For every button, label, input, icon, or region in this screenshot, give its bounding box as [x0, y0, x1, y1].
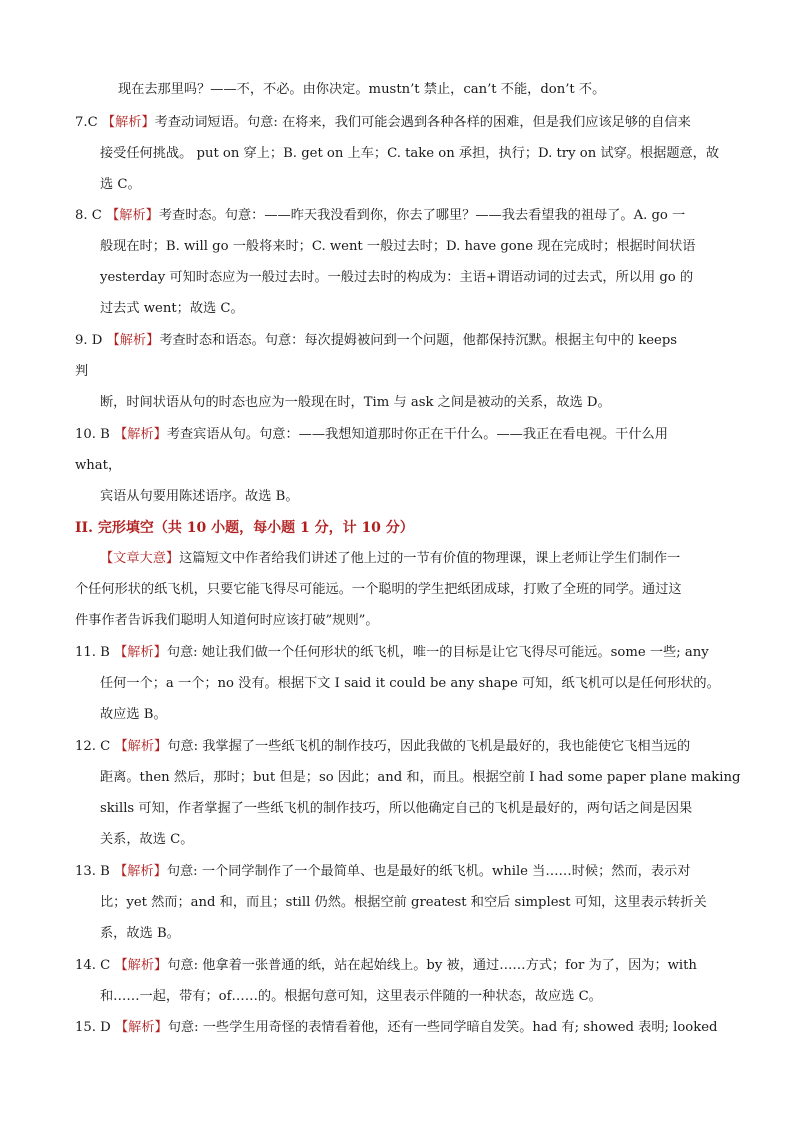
summary-tag: 【文章大意】 — [100, 551, 180, 566]
analysis-text: 句意: 一个同学制作了一个最简单、也是最好的纸飞机。while 当……时候；然而，表示对 — [166, 864, 691, 879]
text-line: 断，时间状语从句的时态也应为一般现在时，Tim 与 ask 之间是被动的关系，故选 D。 — [100, 395, 611, 410]
summary-line — [100, 549, 680, 569]
answer-item-10 — [75, 425, 668, 445]
text-line: 般现在时；B. will go 一般将来时；C. went 一般过去时；D. have gone 现在完成时；根据时间状语 — [100, 239, 696, 254]
analysis-tag: 【解析】 — [114, 645, 167, 660]
answer-item-8 — [75, 206, 685, 226]
answer-item-12 — [75, 737, 690, 757]
text-line: 和……一起，带有；of……的。根据句意可知，这里表示伴随的一种状态，故应选 C。 — [100, 989, 602, 1004]
answer-item-9 — [75, 331, 677, 351]
answer-item-13 — [75, 862, 690, 882]
answer-number: 11. B — [75, 645, 110, 660]
text-line: 选 C。 — [100, 177, 141, 192]
analysis-tag: 【解析】 — [106, 333, 160, 348]
analysis-text: 句意: 她让我们做一个任何形状的纸飞机，唯一的目标是让它飞得尽可能远。some 一些; any — [166, 645, 709, 660]
analysis-text: 句意: 一些学生用奇怪的表情看着他，还有一些同学暗自发笑。had 有; showed 表明; looked — [167, 1020, 718, 1035]
answer-number: 9. D — [75, 333, 103, 348]
analysis-tag: 【解析】 — [101, 115, 155, 130]
text-line: 过去式 went；故选 C。 — [100, 301, 244, 316]
analysis-tag: 【解析】 — [114, 864, 167, 879]
analysis-text: 考查宾语从句。句意：——我想知道那时你正在干什么。——我正在看电视。干什么用 — [166, 427, 668, 442]
text-line: 系，故选 B。 — [100, 926, 180, 941]
text-line: what， — [75, 458, 122, 473]
analysis-tag: 【解析】 — [114, 427, 167, 442]
text-line: 关系，故选 C。 — [100, 832, 194, 847]
answer-number: 13. B — [75, 864, 110, 879]
answer-number: 8. C — [75, 208, 102, 223]
text-line: 判 — [75, 364, 89, 379]
text-line: 现在去那里吗？——不，不必。由你决定。mustn’t 禁止，can’t 不能，don’t 不。 — [118, 82, 606, 97]
analysis-tag: 【解析】 — [114, 958, 168, 973]
analysis-tag: 【解析】 — [106, 208, 159, 223]
analysis-text: 考查时态和语态。句意：每次提姆被问到一个问题，他都保持沉默。根据主句中的 keeps — [159, 333, 678, 348]
analysis-text: 句意: 他拿着一张普通的纸，站在起始线上。by 被，通过……方式；for 为了，因为；with — [167, 958, 697, 973]
answer-item-14 — [75, 956, 697, 976]
analysis-tag: 【解析】 — [114, 739, 168, 754]
text-line: skills 可知，作者掌握了一些纸飞机的制作技巧，所以他确定自己的飞机是最好的，两句话之间是因果 — [100, 801, 693, 816]
section-title: II. 完形填空（共 10 小题，每小题 1 分，计 10 分） — [75, 520, 414, 536]
answer-number: 14. C — [75, 958, 111, 973]
answer-item-11 — [75, 643, 709, 663]
analysis-text: 考查时态。句意：——昨天我没看到你，你去了哪里？——我去看望我的祖母了。A. go 一 — [158, 208, 686, 223]
answer-number: 12. C — [75, 739, 111, 754]
text-line: 距离。then 然后，那时；but 但是；so 因此；and 和，而且。根据空前 I had some paper plane making — [100, 770, 741, 785]
text-line: 宾语从句要用陈述语序。故选 B。 — [100, 489, 299, 504]
text-line: 接受任何挑战。 put on 穿上；B. get on 上车；C. take on 承担，执行；D. try on 试穿。根据题意，故 — [100, 146, 720, 161]
analysis-text: 考查动词短语。句意: 在将来，我们可能会遇到各种各样的困难，但是我们应该足够的自信来 — [154, 115, 691, 130]
text-line: 个任何形状的纸飞机，只要它能飞得尽可能远。一个聪明的学生把纸团成球，打败了全班的同学。通过这 — [75, 582, 682, 597]
answer-number: 10. B — [75, 427, 110, 442]
summary-text: 这篇短文中作者给我们讲述了他上过的一节有价值的物理课，课上老师让学生们制作一 — [179, 551, 681, 566]
text-line: 故应选 B。 — [100, 707, 167, 722]
text-line: yesterday 可知时态应为一般过去时。一般过去时的构成为：主语+谓语动词的过去式，所以用 go 的 — [100, 270, 694, 285]
answer-number: 15. D — [75, 1020, 111, 1035]
analysis-tag: 【解析】 — [114, 1020, 168, 1035]
text-line: 件事作者告诉我们聪明人知道何时应该打破”规则”。 — [75, 613, 379, 628]
analysis-text: 句意: 我掌握了一些纸飞机的制作技巧，因此我做的飞机是最好的，我也能使它飞相当远的 — [167, 739, 691, 754]
answer-item-7 — [75, 113, 691, 133]
text-line: 比；yet 然而；and 和，而且；still 仍然。根据空前 greatest 和空后 simplest 可知，这里表示转折关 — [100, 895, 707, 910]
answer-number: 7.C — [75, 115, 98, 130]
answer-item-15 — [75, 1018, 717, 1038]
text-line: 任何一个；a 一个；no 没有。根据下文 I said it could be any shape 可知，纸飞机可以是任何形状的。 — [100, 676, 720, 691]
